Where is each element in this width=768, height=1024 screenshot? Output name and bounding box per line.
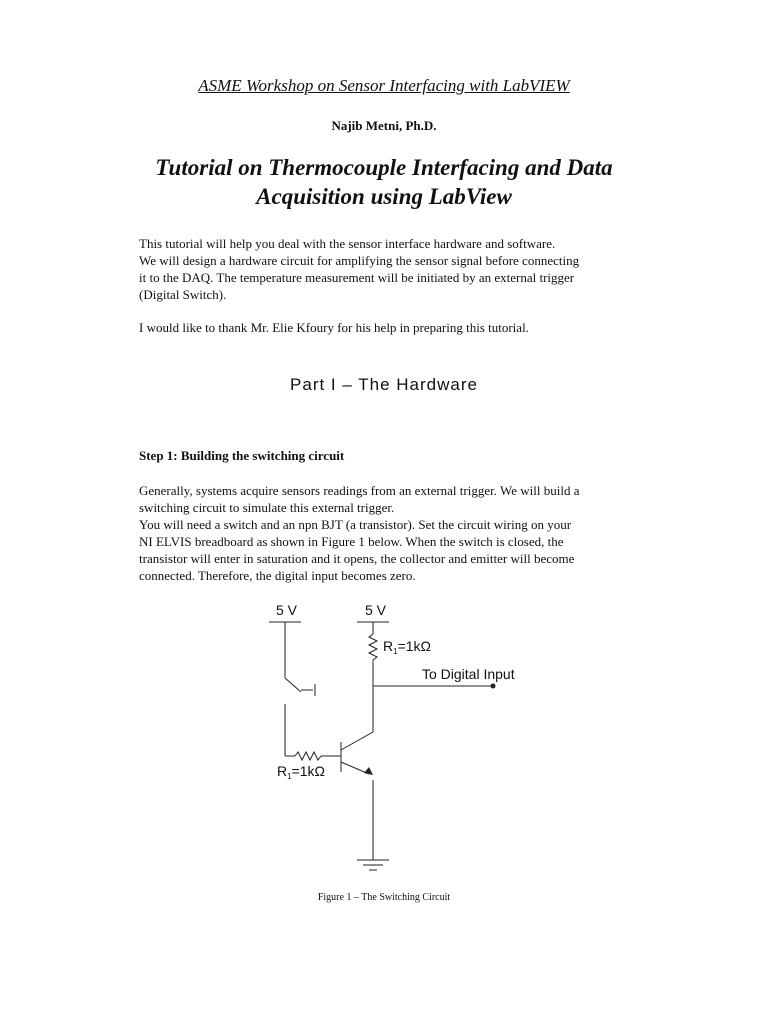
workshop-title: ASME Workshop on Sensor Interfacing with LabVIEW	[198, 76, 570, 95]
output-terminal	[491, 684, 496, 689]
tutorial-title	[0, 153, 768, 211]
digital-input-label: To Digital Input	[422, 666, 515, 682]
intro-line: it to the DAQ. The temperature measurement will be initiated by an external trigger	[139, 270, 575, 285]
step-line: connected. Therefore, the digital input becomes zero.	[139, 568, 416, 583]
collector-resistor	[369, 634, 377, 660]
base-resistor-label: R1=1kΩ	[277, 763, 326, 781]
tutorial-title-line-1: Tutorial on Thermocouple Interfacing and Data	[155, 155, 613, 180]
intro-line: (Digital Switch).	[139, 287, 227, 302]
step-paragraph	[139, 482, 639, 584]
step-heading: Step 1: Building the switching circuit	[139, 448, 345, 463]
intro-line: This tutorial will help you deal with the sensor interface hardware and software.	[139, 236, 556, 251]
left-supply-label: 5 V	[276, 602, 298, 618]
switch-blade	[285, 678, 301, 692]
emitter-arrow	[364, 767, 373, 775]
step-line: You will need a switch and an npn BJT (a transistor). Set the circuit wiring on your	[139, 517, 572, 532]
step-line: switching circuit to simulate this external trigger.	[139, 500, 395, 515]
switching-circuit-diagram	[255, 598, 545, 888]
intro-paragraph	[139, 235, 639, 303]
step-line: Generally, systems acquire sensors readings from an external trigger. We will build a	[139, 483, 580, 498]
step-line: transistor will enter in saturation and it opens, the collector and emitter will become	[139, 551, 575, 566]
step-line: NI ELVIS breadboard as shown in Figure 1 below. When the switch is closed, the	[139, 534, 564, 549]
part-heading: Part I – The Hardware	[290, 375, 478, 394]
thanks-paragraph	[139, 319, 639, 336]
figure-caption: Figure 1 – The Switching Circuit	[317, 892, 451, 903]
tutorial-title-line-2: Acquisition using LabView	[256, 184, 512, 209]
thanks-line: I would like to thank Mr. Elie Kfoury for his help in preparing this tutorial.	[139, 320, 529, 335]
intro-line: We will design a hardware circuit for amplifying the sensor signal before connecting	[139, 253, 580, 268]
collector-resistor-label: R1=1kΩ	[383, 638, 432, 656]
author-name: Najib Metni, Ph.D.	[331, 118, 437, 133]
transistor-collector-leg	[341, 732, 373, 750]
right-supply-label: 5 V	[365, 602, 387, 618]
base-resistor	[295, 752, 321, 760]
